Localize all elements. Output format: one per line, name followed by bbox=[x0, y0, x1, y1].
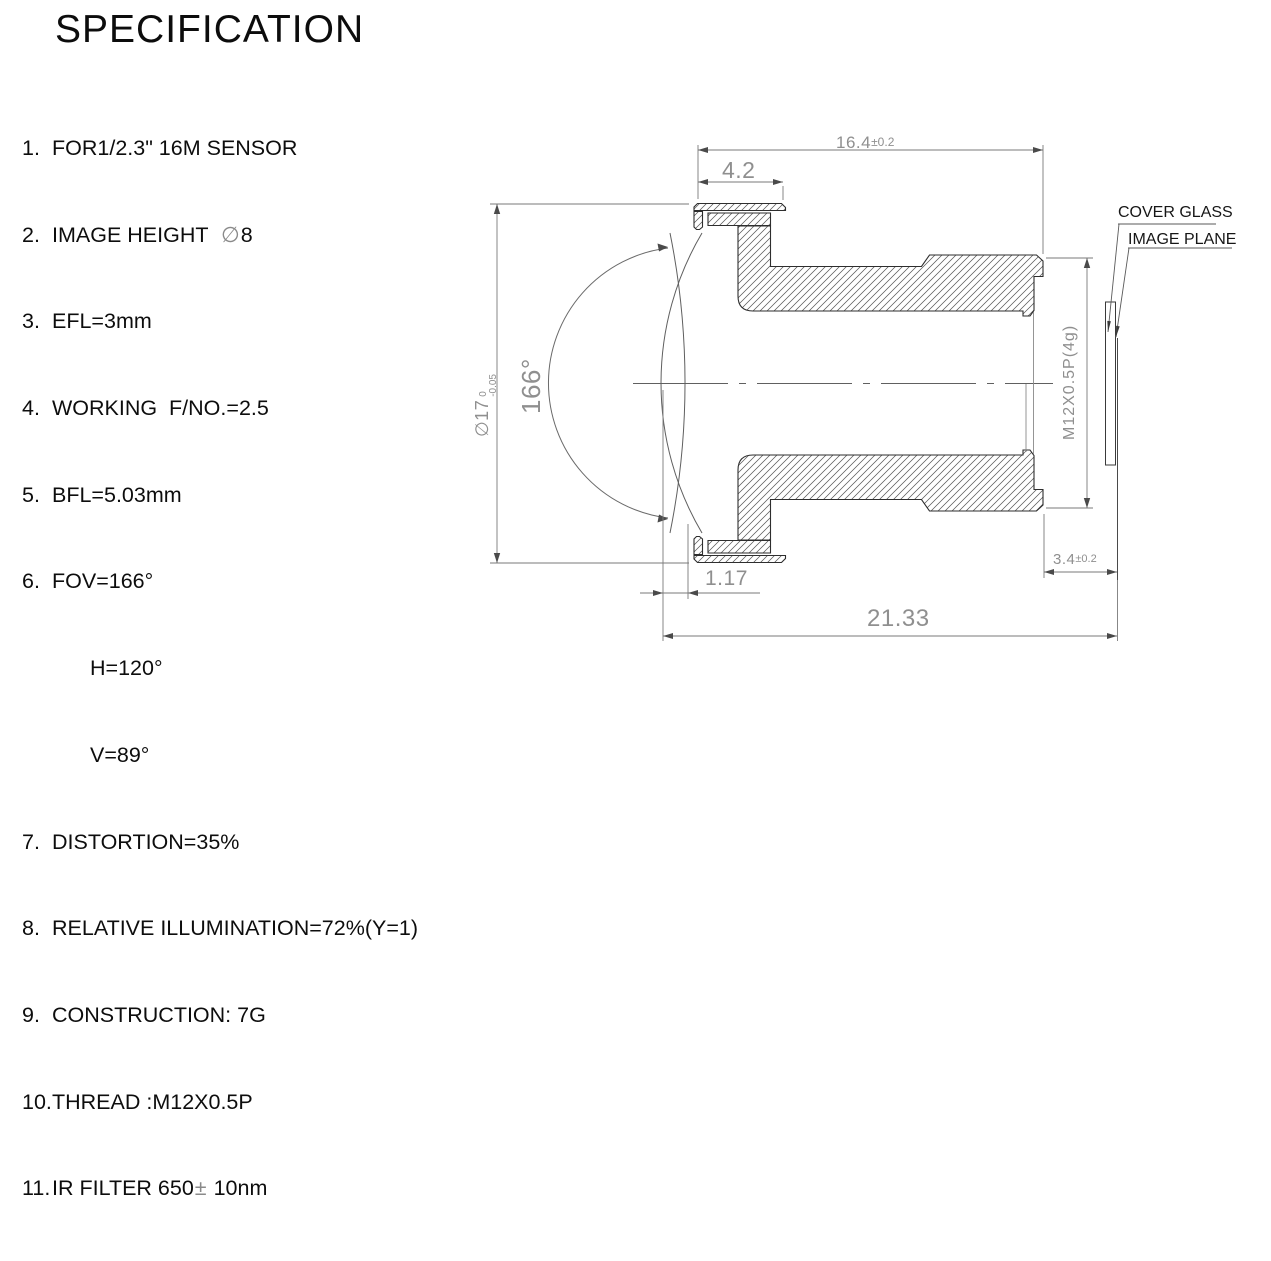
barrel-section-bottom bbox=[694, 450, 1043, 563]
spec-item: 3. EFL=3mm bbox=[22, 309, 152, 334]
spec-list bbox=[22, 76, 418, 1261]
image-plane-label: IMAGE PLANE bbox=[1128, 231, 1237, 248]
diameter-symbol: ∅ bbox=[221, 222, 240, 247]
dimension-arrows bbox=[494, 147, 1117, 639]
dim-front-diameter: ∅17 0 -0.05 bbox=[472, 374, 499, 437]
plusminus-symbol: ± bbox=[194, 1176, 207, 1201]
dim-back-distance: 3.4±0.2 bbox=[1053, 551, 1097, 568]
dim-vertex-to-flange: 1.17 bbox=[705, 567, 748, 590]
barrel-body-top bbox=[738, 226, 1043, 316]
flange-lip-top bbox=[694, 212, 703, 230]
spec-item: 5. BFL=5.03mm bbox=[22, 482, 182, 507]
flange-bar-bottom bbox=[708, 541, 771, 554]
spec-item: 4. WORKING F/NO.=2.5 bbox=[22, 395, 269, 420]
page-title: SPECIFICATION bbox=[55, 8, 365, 51]
dim-barrel-length: 16.4±0.2 bbox=[836, 133, 895, 152]
dimension-lines bbox=[490, 145, 1118, 641]
flange-cap-bottom bbox=[694, 556, 786, 563]
cover-glass-label: COVER GLASS bbox=[1118, 204, 1233, 221]
barrel-body-bottom bbox=[738, 450, 1043, 540]
spec-item: 1. FOR1/2.3" 16M SENSOR bbox=[22, 135, 298, 160]
dim-fov-angle: 166° bbox=[516, 358, 546, 414]
spec-item: 10.THREAD :M12X0.5P bbox=[22, 1089, 253, 1114]
barrel-section-top bbox=[694, 204, 1043, 317]
flange-bar-top bbox=[708, 213, 771, 226]
flange-lip-bottom bbox=[694, 537, 703, 555]
spec-item: 6. FOV=166° bbox=[22, 569, 154, 594]
cover-glass-outline bbox=[1106, 302, 1116, 465]
dim-total-length: 21.33 bbox=[867, 605, 930, 632]
spec-item: 8. RELATIVE ILLUMINATION=72%(Y=1) bbox=[22, 916, 419, 941]
spec-subitem-h: H=120° bbox=[90, 656, 163, 681]
dim-flange-width: 4.2 bbox=[722, 157, 756, 183]
flange-cap-top bbox=[694, 204, 786, 211]
spec-item: 9. CONSTRUCTION: 7G bbox=[22, 1003, 266, 1027]
spec-item: 11.IR FILTER 650± 10nm bbox=[22, 1176, 268, 1201]
spec-item: 2. IMAGE HEIGHT ∅8 bbox=[22, 222, 253, 247]
spec-item: 7. DISTORTION=35% bbox=[22, 829, 240, 854]
spec-subitem-v: V=89° bbox=[90, 742, 150, 767]
dim-thread-spec: M12X0.5P(4g) bbox=[1061, 324, 1078, 440]
